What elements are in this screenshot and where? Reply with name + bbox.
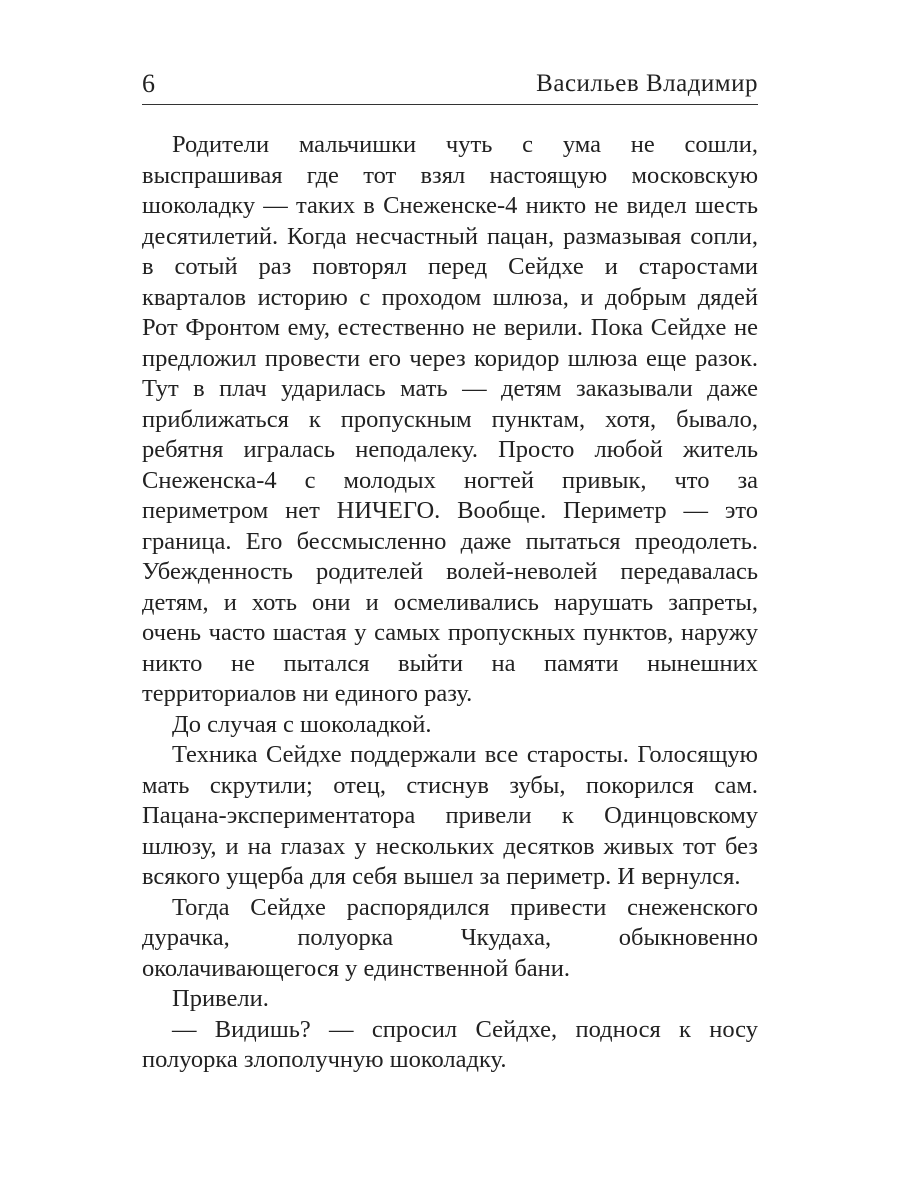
paragraph: Тогда Сейдхе распорядился привести снеженского дурачка, полуорка Чкудаха, обыкновенно околачивающегося у единственной бани.	[142, 893, 758, 982]
paragraph: Привели.	[172, 985, 269, 1012]
paragraph: До случая с шоколадкой.	[172, 710, 432, 738]
paragraph: — Видишь? — спросил Сейдхе, поднося к носу полуорка злополучную шоколадку.	[142, 1015, 758, 1073]
running-head-author: Васильев Владимир	[536, 70, 758, 97]
page-header	[142, 68, 758, 105]
paragraph: Родители мальчишки чуть с ума не сошли, выспрашивая где тот взял настоящую московскую шоколадку — таких в Снеженске-4 никто не видел шесть десятилетий. Когда несчастный пацан, размазывая сопли, в сотый раз повторял перед Сейдхе и старостами кварталов историю с проходом шлюза, и добрым дядей Рот Фронтом ему, естественно не верили. Пока Сейдхе не предложил провести его через коридор шлюза еще разок. Тут в плач ударилась мать — детям заказывали даже приближаться к пропускным пунктам, хотя, бывало, ребятня игралась неподалеку. Просто любой житель Снеженска-4 с молодых ногтей привык, что за периметром нет НИЧЕГО. Вообще. Периметр — это граница. Его бессмысленно даже пытаться преодолеть. Убежденность родителей волей-неволей передавалась детям, и хоть они и осмеливались нарушать запреты, очень часто шастая у самых пропускных пунктов, наружу никто не пытался выйти на памяти нынешних территориалов ни единого разу.	[142, 131, 758, 707]
body-text	[142, 130, 758, 1076]
paragraph: Техника Сейдхе поддержали все старосты. Голосящую мать скрутили; отец, стиснув зубы, покорился сам. Пацана-экспериментатора привели к Одинцовскому шлюзу, и на глазах у нескольких десятков живых тот без всякого ущерба для себя вышел за периметр. И вернулся.	[142, 741, 758, 890]
page-number: 6	[142, 69, 155, 98]
